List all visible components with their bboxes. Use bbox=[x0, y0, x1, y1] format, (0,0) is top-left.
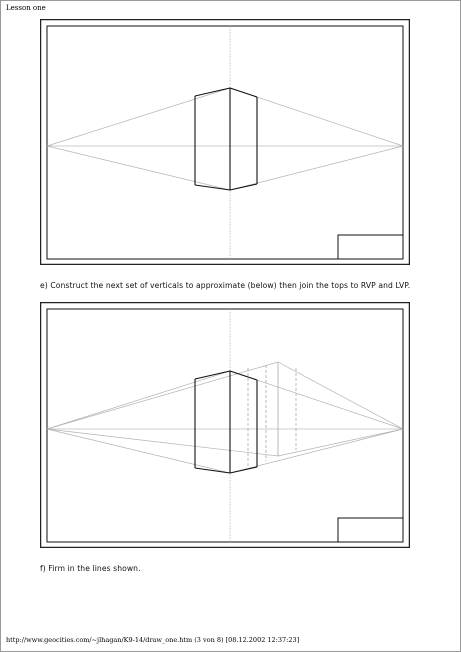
instruction-step-f: f) Firm in the lines shown. bbox=[40, 564, 141, 573]
instruction-step-e: e) Construct the next set of verticals to approximate (below) then join the tops to RVP and LVP. bbox=[40, 281, 411, 290]
drawing-sheet-border bbox=[41, 20, 410, 265]
page-footer-url[interactable]: http://www.geocities.com/~jlhagan/K9-14/draw_one.htm (3 von 8) [08.12.2002 12:37:23] bbox=[6, 636, 300, 644]
perspective-drawing-stage-2 bbox=[40, 302, 410, 548]
perspective-drawing-stage-1 bbox=[40, 19, 410, 265]
drawing-sheet-border bbox=[41, 303, 410, 548]
page-header-title: Lesson one bbox=[6, 4, 46, 12]
